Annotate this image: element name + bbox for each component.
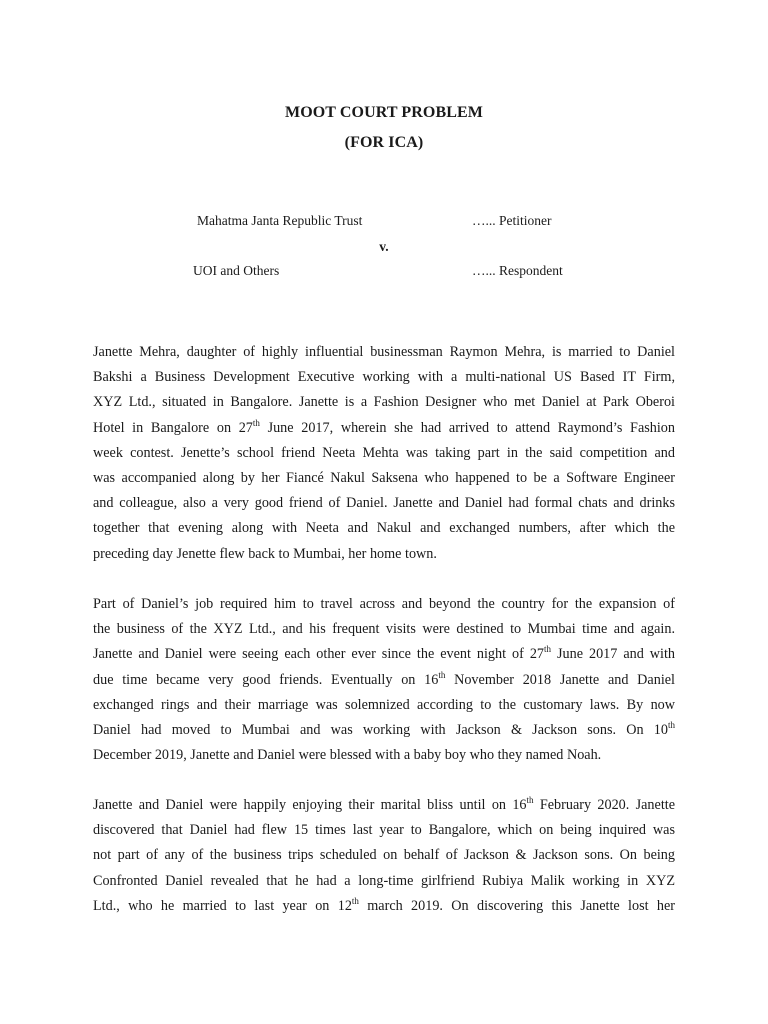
- text-run: December 2019, Janette and Daniel were blessed with a baby boy who they named Noah.: [93, 747, 602, 764]
- text-run: June 2017, wherein she had arrived to attend Raymond’s Fashion: [259, 419, 675, 436]
- text-run: February 2020. Janette: [533, 797, 676, 813]
- text-run: Janette Mehra, daughter of highly influential businessman Raymon Mehra, is married to Daniel: [93, 344, 675, 360]
- document-title: MOOT COURT PROBLEM: [285, 104, 483, 121]
- paragraph-line: [93, 718, 675, 743]
- text-run: Bakshi a Business Development Executive working with a multi-national US Based IT Firm,: [93, 369, 675, 386]
- text-run: Ltd., who he married to last year on 12: [93, 897, 352, 914]
- paragraph-line: [93, 516, 675, 541]
- text-run: was accompanied along by her Fiancé Nakul Saksena who happened to be a Software Engineer: [93, 469, 675, 486]
- paragraph-line: [93, 869, 675, 894]
- paragraph-2: [93, 592, 675, 768]
- paragraph-line: [93, 416, 675, 441]
- paragraph-line: [93, 642, 675, 667]
- document-subtitle: (FOR ICA): [344, 134, 424, 151]
- text-run: exchanged rings and their marriage was solemnized according to the customary laws. By now: [93, 696, 675, 713]
- ordinal-superscript: th: [544, 644, 552, 655]
- text-run: November 2018 Janette and Daniel: [445, 671, 675, 688]
- text-run: the business of the XYZ Ltd., and his frequent visits were destined to Mumbai time and again.: [93, 621, 675, 638]
- petitioner-name: Mahatma Janta Republic Trust: [197, 213, 363, 228]
- text-run: Confronted Daniel revealed that he had a long-time girlfriend Rubiya Malik working in XYZ: [93, 872, 675, 889]
- text-run: discovered that Daniel had flew 15 times last year to Bangalore, which on being inquired was: [93, 822, 675, 839]
- ordinal-superscript: th: [526, 795, 534, 805]
- versus-label: v.: [379, 239, 389, 254]
- ordinal-superscript: th: [252, 417, 260, 428]
- paragraph-1: [93, 340, 675, 567]
- text-run: Daniel had moved to Mumbai and was working with Jackson & Jackson sons. On 10: [93, 721, 668, 738]
- ordinal-superscript: th: [351, 895, 359, 906]
- paragraph-line: [93, 818, 675, 843]
- text-run: together that evening along with Neeta and Nakul and exchanged numbers, after which the: [93, 520, 675, 537]
- text-run: and colleague, also a very good friend of Daniel. Janette and Daniel had formal chats and drinks: [93, 495, 675, 512]
- respondent-name: UOI and Others: [193, 263, 280, 278]
- text-run: June 2017 and with: [551, 646, 675, 663]
- paragraph-line: [93, 340, 675, 365]
- text-run: Hotel in Bangalore on 27: [93, 419, 253, 436]
- petitioner-role: …... Petitioner: [472, 213, 552, 228]
- paragraph-line: [93, 466, 675, 491]
- paragraph-line: [93, 491, 675, 516]
- ordinal-superscript: th: [667, 719, 675, 730]
- text-run: due time became very good friends. Eventually on 16: [93, 671, 439, 688]
- paragraph-line: [93, 390, 675, 415]
- text-run: preceding day Jenette flew back to Mumbai, her home town.: [93, 545, 437, 562]
- paragraph-line: [93, 793, 675, 818]
- paragraph-line: [93, 542, 675, 567]
- paragraph-line: [93, 668, 675, 693]
- text-run: march 2019. On discovering this Janette lost her: [358, 897, 675, 914]
- paragraph-line: [93, 617, 675, 642]
- text-run: Janette and Daniel were seeing each other ever since the event night of 27: [93, 646, 545, 663]
- text-run: not part of any of the business trips scheduled on behalf of Jackson & Jackson sons. On being: [93, 847, 675, 864]
- paragraph-line: [93, 843, 675, 868]
- paragraph-line: [93, 743, 675, 768]
- paragraph-3: [93, 793, 675, 919]
- paragraph-line: [93, 365, 675, 390]
- text-run: week contest. Jenette’s school friend Neeta Mehta was taking part in the said competition and: [93, 444, 675, 461]
- respondent-role: …... Respondent: [472, 263, 563, 278]
- paragraph-line: [93, 894, 675, 919]
- text-run: Part of Daniel’s job required him to travel across and beyond the country for the expansion of: [93, 596, 675, 612]
- paragraph-line: [93, 441, 675, 466]
- text-run: XYZ Ltd., situated in Bangalore. Janette is a Fashion Designer who met Daniel at Park Oberoi: [93, 394, 675, 411]
- ordinal-superscript: th: [438, 669, 446, 680]
- text-run: Janette and Daniel were happily enjoying their marital bliss until on 16: [93, 797, 527, 813]
- paragraph-line: [93, 592, 675, 617]
- paragraph-line: [93, 693, 675, 718]
